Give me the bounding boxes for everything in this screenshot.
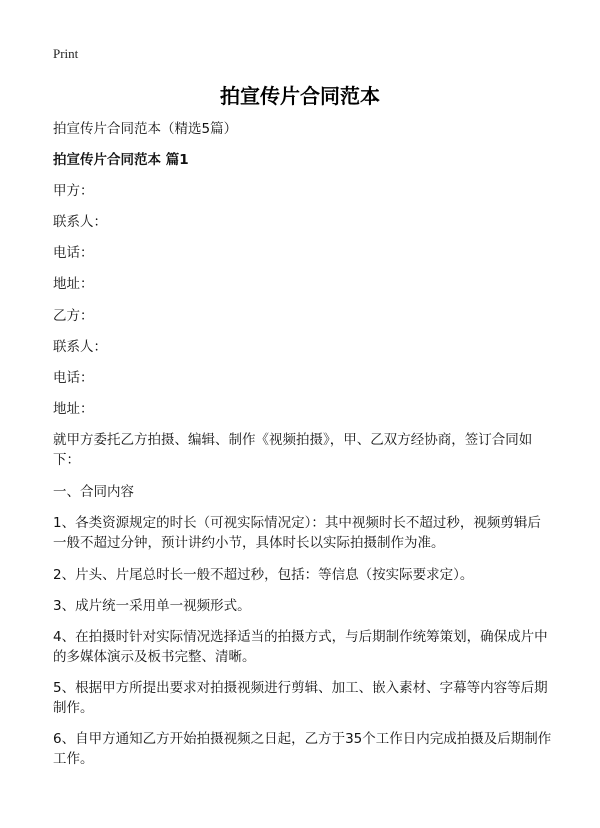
clause-4: 4、在拍摄时针对实际情况选择适当的拍摄方式，与后期制作统筹策划，确保成片中的多媒体演示及板书完整、清晰。: [53, 629, 548, 665]
document-subtitle: 拍宣传片合同范本（精选5篇）: [53, 121, 238, 137]
party-b-phone: 电话：: [53, 370, 94, 386]
clause-6: 6、自甲方通知乙方开始拍摄视频之日起，乙方于35个工作日内完成拍摄及后期制作工作。: [53, 731, 552, 767]
contract-heading: 一、合同内容: [53, 484, 134, 500]
document-title: 拍宣传片合同范本: [220, 84, 380, 108]
clause-5: 5、根据甲方所提出要求对拍摄视频进行剪辑、加工、嵌入素材、字幕等内容等后期制作。: [53, 680, 548, 716]
print-label[interactable]: Print: [53, 46, 79, 61]
clause-1: 1、各类资源规定的时长（可视实际情况定）：其中视频时长不超过秒，视频剪辑后一般不超过分钟，预计讲约小节，具体时长以实际拍摄制作为准。: [53, 515, 541, 551]
party-a-phone: 电话：: [53, 245, 94, 261]
party-a-label: 甲方：: [53, 183, 94, 199]
clause-2: 2、片头、片尾总时长一般不超过秒，包括：等信息（按实际要求定）。: [53, 567, 474, 583]
party-b-address: 地址：: [53, 401, 94, 417]
clause-3: 3、成片统一采用单一视频形式。: [53, 598, 251, 614]
party-b-contact: 联系人：: [53, 339, 107, 355]
party-a-address: 地址：: [53, 276, 94, 292]
intro-paragraph: 就甲方委托乙方拍摄、编辑、制作《视频拍摄》，甲、乙双方经协商，签订合同如下：: [53, 432, 533, 468]
section-heading: 拍宣传片合同范本 篇1: [53, 152, 189, 168]
party-a-contact: 联系人：: [53, 214, 107, 230]
party-b-label: 乙方：: [53, 308, 94, 324]
